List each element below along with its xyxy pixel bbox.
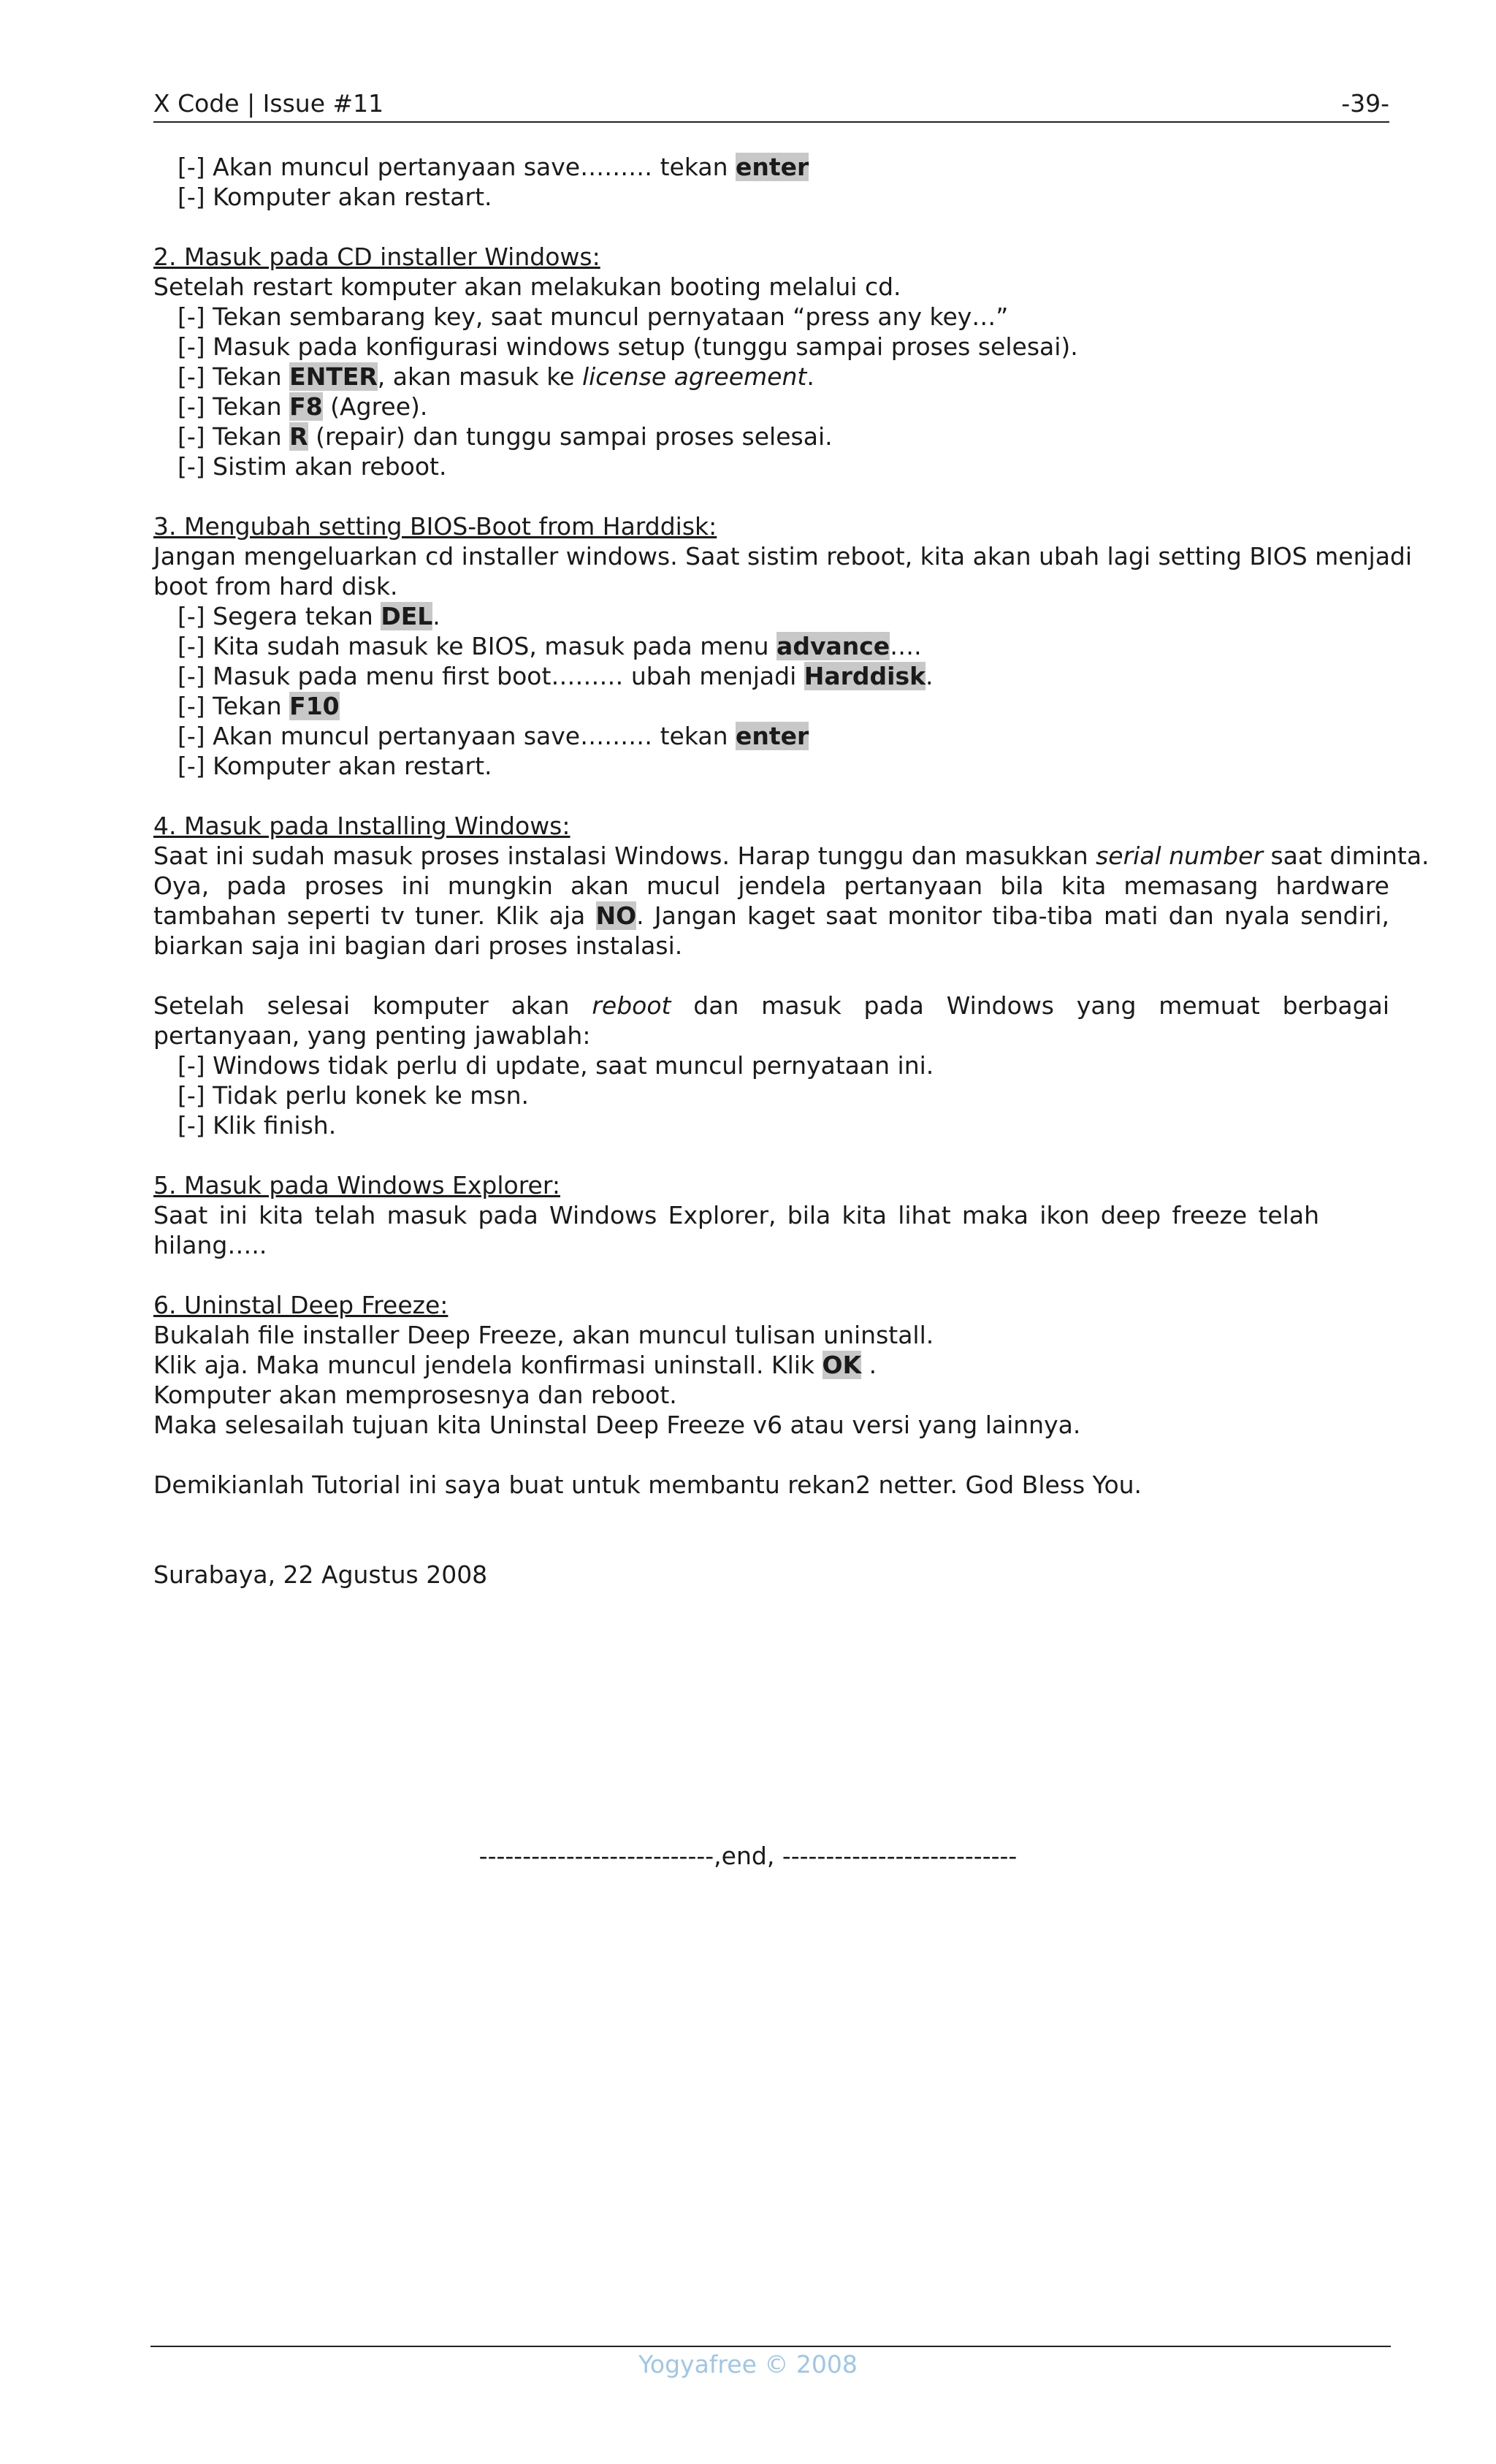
list-item: [-] Tekan F8 (Agree). — [178, 392, 428, 421]
section-heading-6: 6. Uninstal Deep Freeze: — [153, 1291, 449, 1319]
paragraph-line: Setelah selesai komputer akan reboot dan masuk pada Windows yang memuat berbagai — [153, 991, 1389, 1020]
key-highlight: enter — [735, 153, 809, 181]
section-heading-3: 3. Mengubah setting BIOS-Boot from Harddisk: — [153, 512, 717, 541]
paragraph-line: tambahan seperti tv tuner. Klik aja NO. Jangan kaget saat monitor tiba-tiba mati dan nyala sendiri, — [153, 901, 1389, 930]
list-item: [-] Klik finish. — [178, 1111, 337, 1140]
list-item: [-] Masuk pada konfigurasi windows setup (tunggu sampai proses selesai). — [178, 332, 1078, 361]
key-highlight: NO — [595, 901, 637, 930]
footer-rule — [150, 2346, 1391, 2347]
footer-text: Yogyafree © 2008 — [638, 2350, 858, 2379]
key-highlight: enter — [735, 722, 809, 750]
paragraph-line: Bukalah file installer Deep Freeze, akan muncul tulisan uninstall. — [153, 1321, 934, 1349]
section2-intro: Setelah restart komputer akan melakukan booting melalui cd. — [153, 272, 901, 301]
paragraph-line: biarkan saja ini bagian dari proses instalasi. — [153, 931, 683, 960]
page-header — [153, 86, 1389, 123]
key-highlight: ENTER — [289, 362, 378, 391]
key-highlight: OK — [822, 1351, 862, 1379]
end-marker: ---------------------------,end, --------------------------- — [478, 1842, 1018, 1870]
paragraph-line: hilang….. — [153, 1231, 267, 1259]
key-highlight: Harddisk — [804, 662, 926, 690]
paragraph-line: boot from hard disk. — [153, 572, 398, 600]
list-item: [-] Tekan F10 — [178, 692, 340, 720]
paragraph-line: Oya, pada proses ini mungkin akan mucul jendela pertanyaan bila kita memasang hardware — [153, 871, 1389, 900]
list-item: [-] Sistim akan reboot. — [178, 452, 447, 481]
list-item: [-] Kita sudah masuk ke BIOS, masuk pada menu advance…. — [178, 632, 922, 660]
list-item: [-] Komputer akan restart. — [178, 752, 492, 780]
key-highlight: advance — [776, 632, 890, 660]
section-heading-2: 2. Masuk pada CD installer Windows: — [153, 243, 600, 271]
list-item: [-] Tekan sembarang key, saat muncul pernyataan “press any key…” — [178, 302, 1009, 331]
list-item: [-] Tekan ENTER, akan masuk ke license agreement. — [178, 362, 814, 391]
list-item: [-] Tekan R (repair) dan tunggu sampai proses selesai. — [178, 422, 833, 451]
paragraph-line: Maka selesailah tujuan kita Uninstal Deep Freeze v6 atau versi yang lainnya. — [153, 1411, 1081, 1439]
paragraph-line: Saat ini kita telah masuk pada Windows Explorer, bila kita lihat maka ikon deep freeze telah — [153, 1201, 1319, 1229]
key-highlight: F8 — [289, 392, 323, 421]
step1-item-save: [-] Akan muncul pertanyaan save……… tekan enter — [178, 153, 809, 181]
list-item: [-] Windows tidak perlu di update, saat muncul pernyataan ini. — [178, 1051, 934, 1080]
closing-paragraph: Demikianlah Tutorial ini saya buat untuk membantu rekan2 netter. God Bless You. — [153, 1471, 1142, 1499]
page-number: -39- — [1341, 89, 1389, 118]
header-title: X Code | Issue #11 — [153, 89, 384, 118]
signoff-date: Surabaya, 22 Agustus 2008 — [153, 1560, 488, 1589]
section-heading-5: 5. Masuk pada Windows Explorer: — [153, 1171, 560, 1199]
paragraph-line: Saat ini sudah masuk proses instalasi Windows. Harap tunggu dan masukkan serial number saat diminta. — [153, 842, 1430, 870]
document-body — [153, 152, 1430, 1590]
list-item: [-] Masuk pada menu first boot……… ubah menjadi Harddisk. — [178, 662, 934, 690]
section-heading-4: 4. Masuk pada Installing Windows: — [153, 812, 570, 840]
list-item: [-] Akan muncul pertanyaan save……… tekan enter — [178, 722, 809, 750]
paragraph-line: pertanyaan, yang penting jawablah: — [153, 1021, 591, 1050]
key-highlight: F10 — [289, 692, 340, 720]
paragraph-line: Klik aja. Maka muncul jendela konfirmasi uninstall. Klik OK . — [153, 1351, 877, 1379]
paragraph-line: Komputer akan memprosesnya dan reboot. — [153, 1381, 677, 1409]
step1-item-restart: [-] Komputer akan restart. — [178, 183, 492, 211]
list-item: [-] Tidak perlu konek ke msn. — [178, 1081, 530, 1110]
key-highlight: DEL — [381, 602, 433, 630]
list-item: [-] Segera tekan DEL. — [178, 602, 440, 630]
key-highlight: R — [289, 422, 308, 451]
paragraph-line: Jangan mengeluarkan cd installer windows. Saat sistim reboot, kita akan ubah lagi setting BIOS menjadi — [153, 542, 1413, 571]
